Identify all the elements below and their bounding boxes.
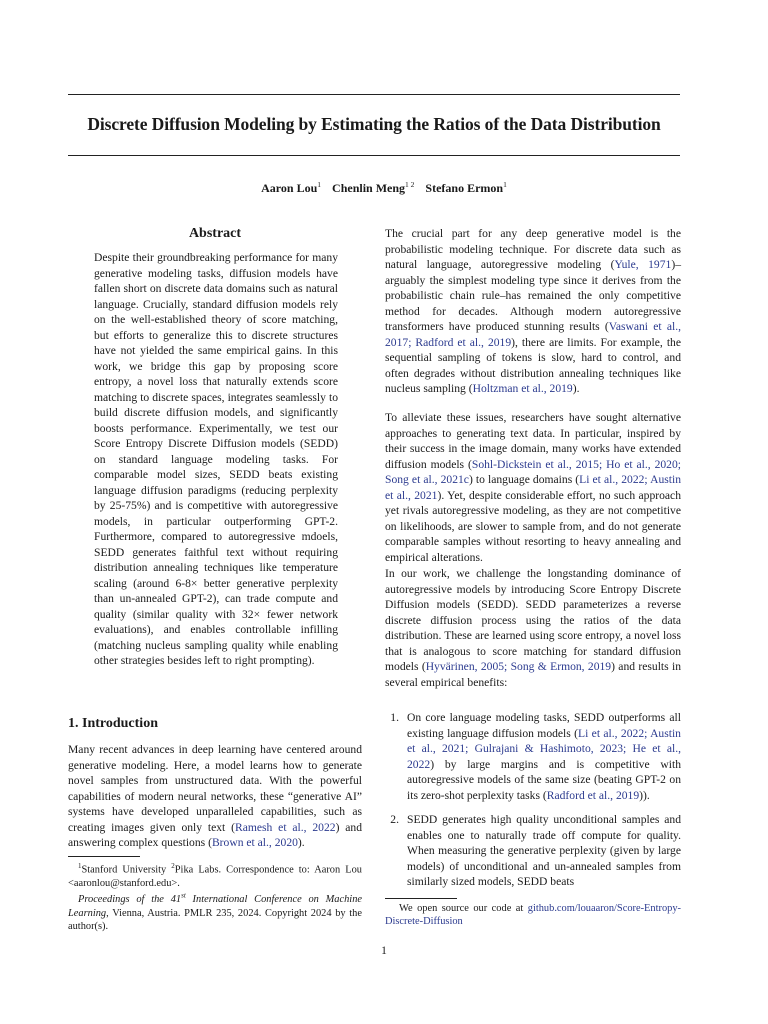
top-rule bbox=[68, 94, 680, 95]
text: International Conference on Machine Learning bbox=[68, 894, 363, 919]
code-footnote bbox=[385, 902, 681, 928]
author bbox=[332, 181, 414, 195]
author bbox=[425, 181, 506, 195]
citation-link[interactable]: Ramesh et al., 2022 bbox=[234, 820, 336, 834]
benefits-list bbox=[385, 710, 681, 899]
citation-link[interactable]: Vaswani et al., 2017; Radford et al., 2019 bbox=[385, 320, 681, 349]
text: )). bbox=[639, 788, 650, 802]
list-item-text bbox=[407, 710, 681, 803]
text: ). bbox=[297, 836, 305, 849]
citation-link[interactable]: Hyvärinen, 2005; Song & Ermon, 2019 bbox=[425, 660, 612, 673]
code-note bbox=[385, 902, 681, 928]
intro-paragraph bbox=[68, 742, 362, 851]
text: In our work, we challenge the longstanding dominance of autoregressive models by introducing Score Entropy Discrete Diffusion models (SEDD). SEDD parameterizes a reverse discrete diffusion process using the ratios of the data distribution. These are learned using score entropy, a novel loss that is analogous to score matching for standard diffusion models ( bbox=[385, 567, 681, 673]
citation-link[interactable]: Holtzman et al., 2019 bbox=[472, 382, 573, 395]
list-item-text: SEDD generates high quality unconditional samples and enables one to naturally trade off compute for quality. When measuring the generative perplexity (given by large models) of unconditional and un-annealed samples from similarly sized models, SEDD beats bbox=[407, 813, 681, 888]
page-number: 1 bbox=[381, 945, 387, 957]
code-repo-link[interactable]: github.com/louaaron/Score-Entropy-Discrete-Diffusion bbox=[385, 903, 681, 928]
title-bottom-rule bbox=[68, 155, 680, 156]
text: ) and results in several empirical benefits: bbox=[385, 660, 681, 689]
affiliation-mark: 1 bbox=[317, 180, 322, 189]
citation-link[interactable]: Li et al., 2022; Austin et al., 2021; Gulrajani & Hashimoto, 2023; He et al., 2022 bbox=[407, 726, 681, 771]
paragraph bbox=[385, 410, 681, 565]
text: Stanford University bbox=[81, 864, 172, 876]
citation-link[interactable]: Sohl-Dickstein et al., 2015; Ho et al., 2020; Song et al., 2021c bbox=[385, 457, 681, 486]
text: To alleviate these issues, researchers have sought alternative approaches to generating text data. In particular, inspired by their success in the image domain, many works have extended diffusion models ( bbox=[385, 411, 681, 471]
text: ). Yet, despite considerable effort, no such approach yet rivals autoregressive modeling, as they are not competitive on likelihoods, are slower to sample from, and do not generate comparable samples without resorting to heavy annealing and empirical alterations. bbox=[385, 488, 681, 564]
text: Pika Labs. Correspondence to: Aaron Lou <aaronlou@stanford.edu>. bbox=[68, 864, 362, 889]
list-number: 2. bbox=[390, 813, 399, 826]
list-item bbox=[385, 812, 681, 890]
abstract-text: Despite their groundbreaking performance for many generative modeling tasks, diffusion models have fallen short on discrete data domains such as natural language. Crucially, standard diffusion models rely on the well-established theory of score matching, but efforts to generalize this to discrete structures have not yielded the same empirical gains. In this work, we bridge this gap by proposing score entropy, a novel loss that naturally extends score matching to discrete spaces, integrates seamlessly to build discrete diffusion models, and significantly boosts performance. Experimentally, we test our Score Entropy Discrete Diffusion models (SEDD) on standard language modeling tasks. For comparable model sizes, SEDD beats existing language diffusion paradigms (reducing perplexity by 25-75%) and is competitive with autoregressive models, in particular outperforming GPT-2. Furthermore, compared to autoregressive mdoels, SEDD generates faithful text without requiring distribution annealing techniques like temperature scaling (around 6-8× better generative perplexity than un-annealed GPT-2), can trade compute and quality (similar quality with 32× fewer network evaluations), and enables controllable infilling (matching nucleus sampling quality while enabling other strategies besides left to right prompting). bbox=[94, 251, 338, 667]
citation-link[interactable]: Radford et al., 2019 bbox=[546, 788, 640, 802]
proceedings-note bbox=[68, 890, 362, 933]
author-list bbox=[0, 180, 768, 196]
citation-link[interactable]: Yule, 1971 bbox=[614, 258, 672, 271]
footnote-rule bbox=[68, 856, 140, 857]
text: ) by large margins and is competitive with autoregressive models of the same size (beating GPT-2 on its zero-shot perplexity tasks ( bbox=[407, 757, 681, 802]
author-name: Chenlin Meng bbox=[332, 181, 406, 195]
list-number: 1. bbox=[390, 711, 399, 724]
text: We open source our code at bbox=[399, 903, 528, 914]
footnote-mark: 1 bbox=[78, 862, 82, 870]
author-name: Aaron Lou bbox=[261, 181, 318, 195]
paragraph bbox=[385, 226, 681, 397]
author-name: Stefano Ermon bbox=[425, 181, 504, 195]
text: Many recent advances in deep learning have centered around generative modeling. Here, a model learns how to generate novel samples from unstructured data. With the powerful capabilities of modern neural networks, these “generative AI” systems have developed unparalleled capabilities, such as creating images given only text ( bbox=[68, 743, 362, 834]
text: ). bbox=[572, 382, 580, 395]
section-heading-introduction: 1. Introduction bbox=[68, 716, 158, 731]
text: The crucial part for any deep generative model is the probabilistic modeling technique. For discrete data such as natural language, autoregressive modeling ( bbox=[385, 227, 681, 271]
affiliation-mark: 1 2 bbox=[405, 180, 415, 189]
list-item bbox=[385, 710, 681, 803]
text: )–arguably the simplest modeling type since it derives from the probabilistic chain rule–has remained the only competitive method for decades. Although modern autoregressive transformers have produced stunning results ( bbox=[385, 258, 681, 333]
text: ) and answering complex questions ( bbox=[68, 820, 363, 849]
text: ) to language domains ( bbox=[468, 473, 580, 486]
affiliations bbox=[68, 860, 362, 890]
text: On core language modeling tasks, SEDD outperforms all existing language diffusion models ( bbox=[407, 711, 681, 740]
text: , Vienna, Austria. PMLR 235, 2024. Copyright 2024 by the author(s). bbox=[68, 907, 362, 932]
abstract-heading: Abstract bbox=[188, 226, 242, 241]
text: ), there are limits. For example, the sequential sampling of tokens is slow, hard to control, and often degrades without distribution annealing techniques like nucleus sampling ( bbox=[385, 335, 681, 395]
paragraph bbox=[385, 566, 681, 690]
affiliation-mark: 1 bbox=[503, 180, 507, 189]
citation-link[interactable]: Li et al., 2022; Austin et al., 2021 bbox=[385, 473, 682, 502]
paper-title: Discrete Diffusion Modeling by Estimating the Ratios of the Data Distribution bbox=[87, 114, 661, 134]
affiliation-footnote bbox=[68, 860, 362, 933]
ordinal: st bbox=[181, 891, 186, 900]
author bbox=[261, 181, 321, 195]
footnote-mark: 2 bbox=[171, 862, 175, 870]
citation-link[interactable]: Brown et al., 2020 bbox=[211, 836, 298, 849]
text: Proceedings of the 41 bbox=[78, 894, 182, 906]
footnote-rule bbox=[385, 898, 457, 899]
